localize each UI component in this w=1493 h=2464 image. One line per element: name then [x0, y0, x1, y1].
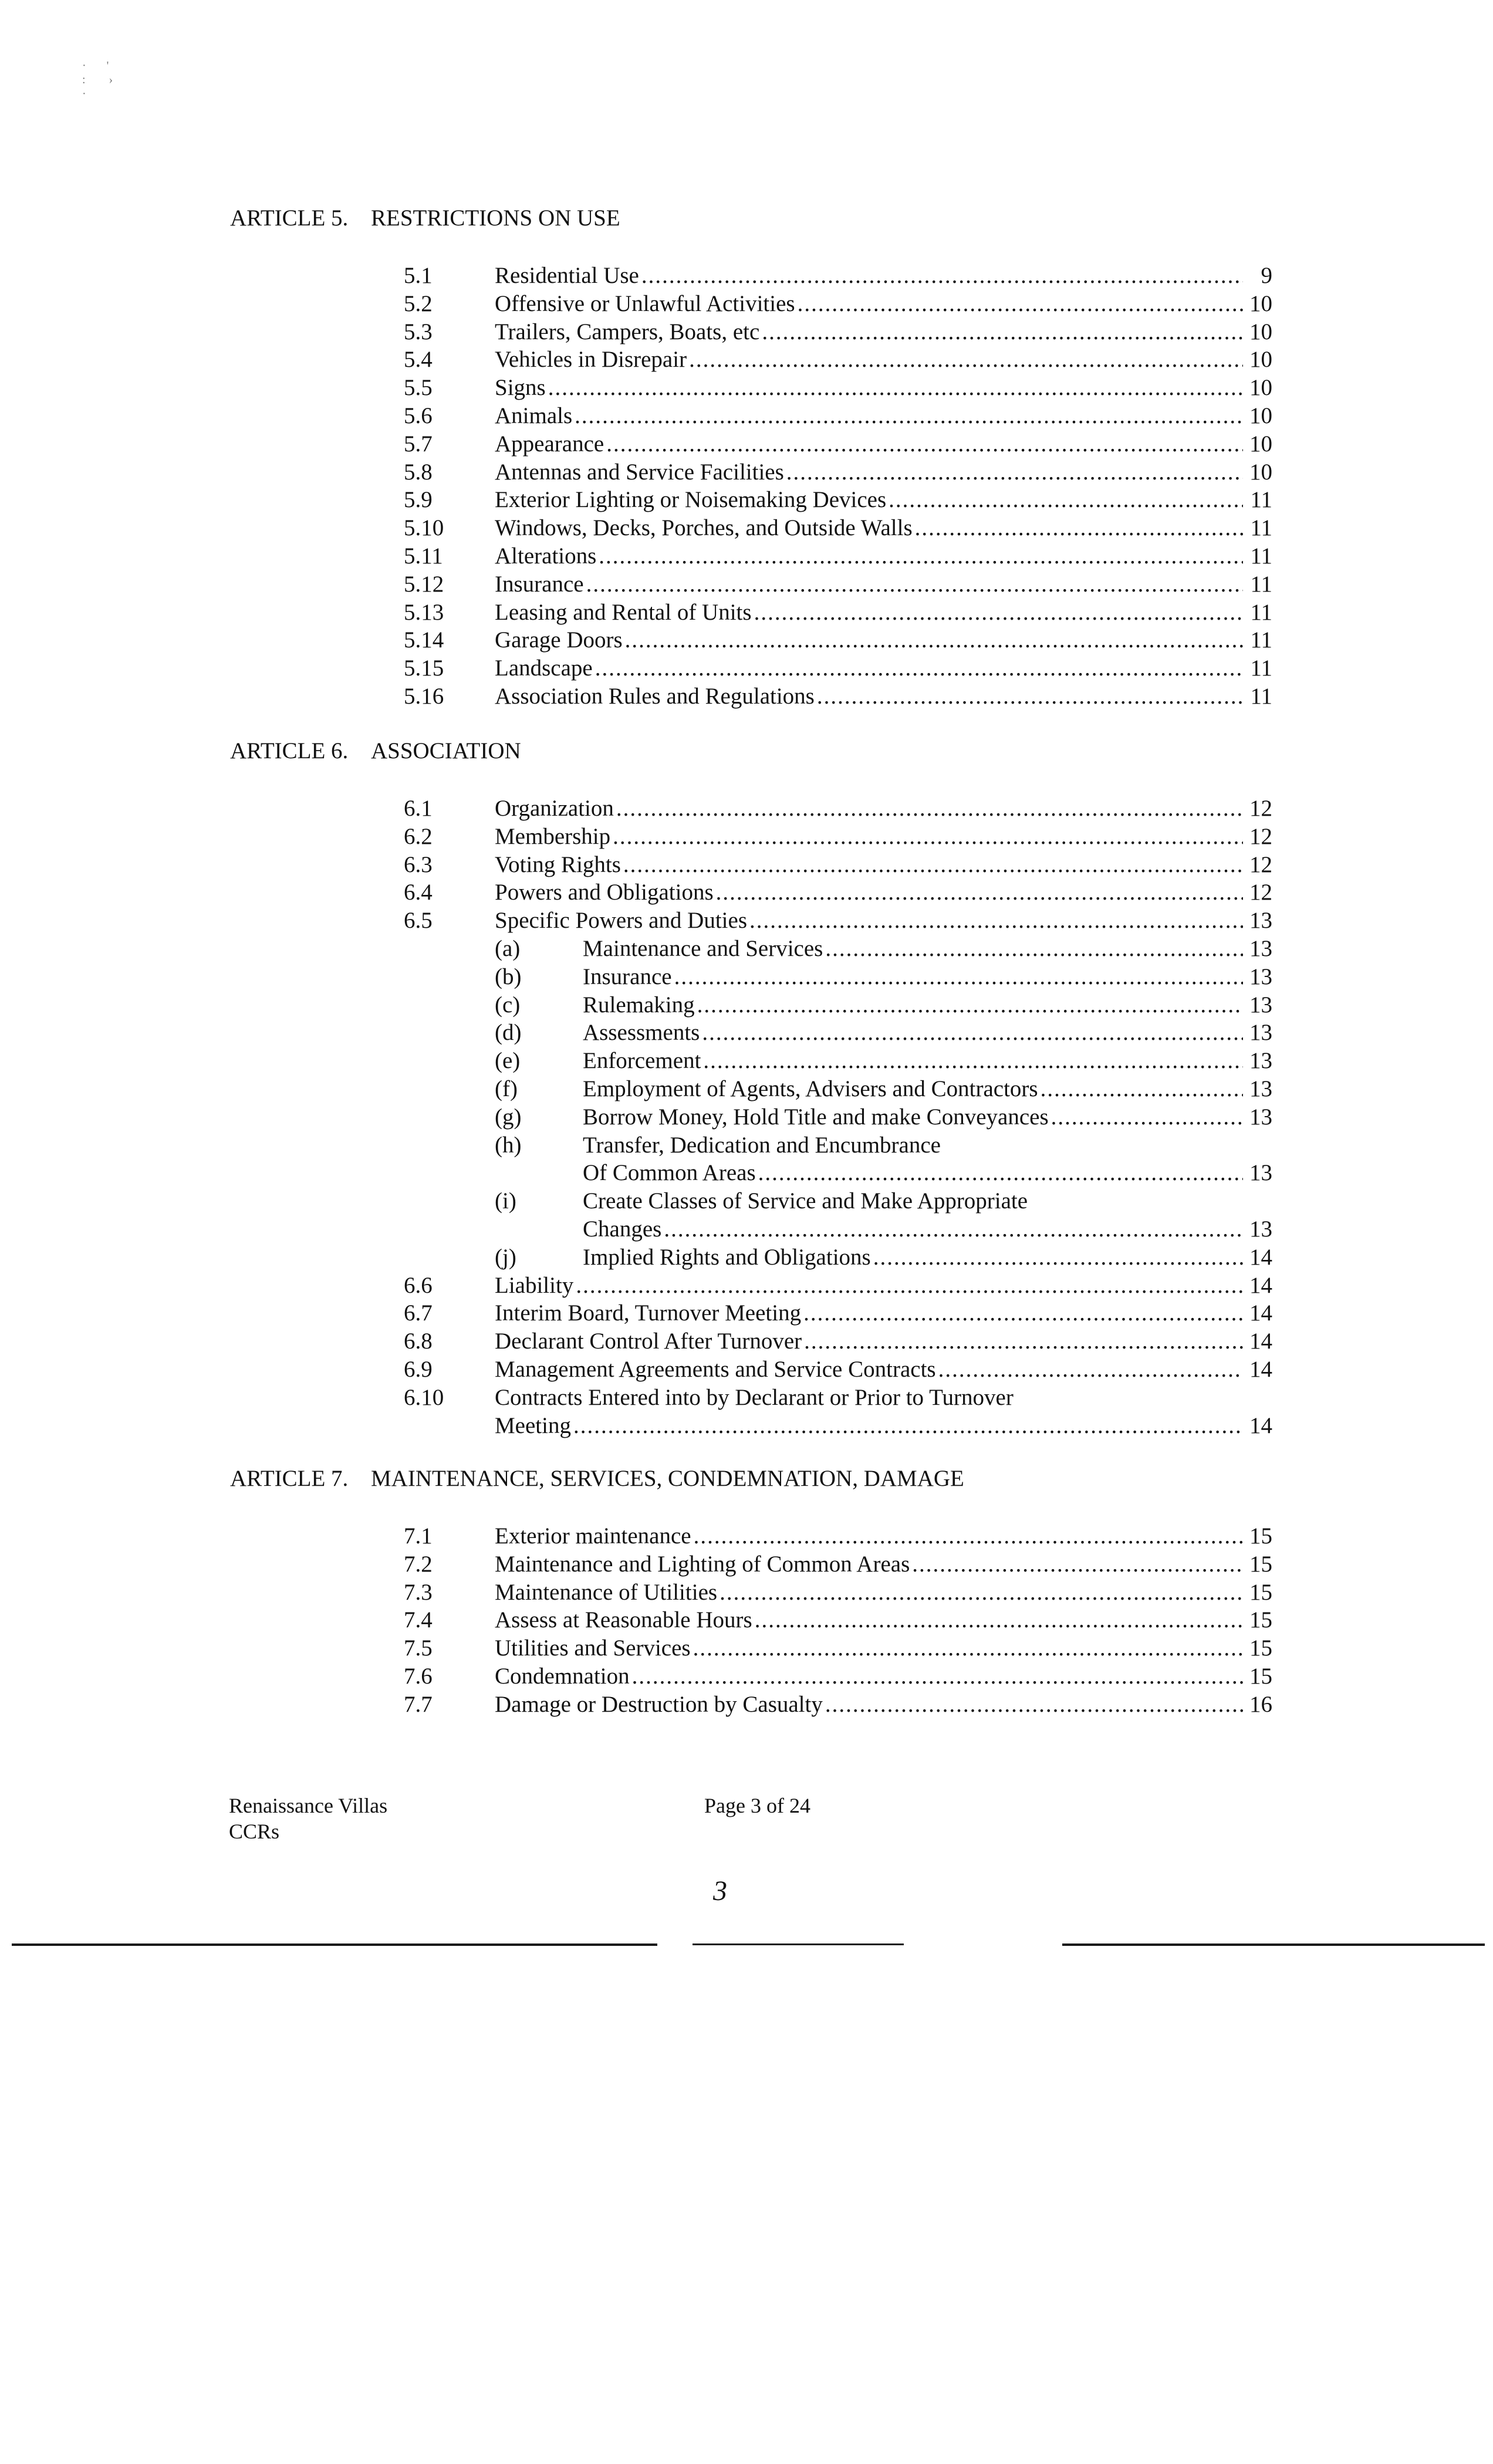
section-number: 5.7	[404, 431, 433, 457]
dot-leader	[758, 1159, 1243, 1187]
dot-leader	[573, 1412, 1243, 1440]
section-title: Offensive or Unlawful Activities	[495, 290, 795, 316]
section-title: Signs	[495, 375, 546, 401]
section-number: 5.16	[404, 684, 444, 709]
subsection-letter: (c)	[495, 992, 521, 1018]
section-title: Antennas and Service Facilities	[495, 459, 784, 485]
section-number: 7.3	[404, 1579, 433, 1605]
page-number: 10	[1249, 459, 1272, 485]
section-title: Interim Board, Turnover Meeting	[495, 1300, 802, 1326]
subsection-letter: (b)	[495, 964, 522, 989]
page-number: 10	[1249, 375, 1272, 401]
dot-leader	[606, 430, 1243, 458]
section-number: 7.1	[404, 1523, 433, 1549]
section-number: 5.12	[404, 571, 444, 597]
section-number: 5.9	[404, 487, 433, 513]
article-number: ARTICLE 5.	[230, 205, 349, 231]
section-number: 7.7	[404, 1691, 433, 1717]
section-title: Maintenance and Lighting of Common Areas	[495, 1551, 910, 1577]
article-heading	[230, 737, 521, 765]
section-number: 6.6	[404, 1272, 433, 1298]
page-number: 14	[1249, 1244, 1272, 1270]
page-number: 13	[1249, 1048, 1272, 1074]
section-title: Damage or Destruction by Casualty	[495, 1691, 823, 1717]
page-number: 11	[1250, 655, 1272, 681]
section-title: Condemnation	[495, 1664, 630, 1689]
section-title: Animals	[495, 403, 573, 428]
toc-entry	[404, 851, 1272, 879]
section-title: Vehicles in Disrepair	[495, 347, 687, 373]
dot-leader	[1041, 1075, 1243, 1103]
toc-entry	[404, 599, 1272, 627]
subsection-letter: (a)	[495, 936, 521, 961]
section-number: 5.11	[404, 543, 443, 569]
section-number: 7.4	[404, 1607, 433, 1633]
page-number: 13	[1249, 908, 1272, 934]
toc-entry	[404, 318, 1272, 346]
page-number: 13	[1249, 1104, 1272, 1130]
dot-leader	[803, 1299, 1243, 1327]
footer-doc-line1: Renaissance Villas	[229, 1794, 388, 1817]
toc-entry-continuation	[404, 1215, 1272, 1243]
toc-entry	[404, 374, 1272, 402]
dot-leader	[586, 570, 1243, 599]
toc-entry	[404, 402, 1272, 430]
toc-entry	[404, 1243, 1272, 1272]
dot-leader	[1051, 1103, 1243, 1131]
section-number: 5.2	[404, 290, 433, 316]
toc-entry	[404, 1691, 1272, 1719]
subsection-letter: (e)	[495, 1048, 521, 1074]
page-number: 14	[1249, 1357, 1272, 1382]
page-number: 14	[1249, 1300, 1272, 1326]
toc-entry	[404, 935, 1272, 963]
page-number: 13	[1249, 992, 1272, 1018]
subsection-letter: (i)	[495, 1188, 516, 1214]
toc-entry	[404, 878, 1272, 907]
toc-entry	[404, 823, 1272, 851]
dot-leader	[754, 599, 1243, 627]
dot-leader	[755, 1606, 1243, 1634]
section-number: 5.6	[404, 403, 433, 428]
dot-leader	[720, 1579, 1243, 1607]
section-title: Maintenance of Utilities	[495, 1579, 718, 1605]
dot-leader	[703, 1047, 1243, 1075]
toc-entry	[404, 1327, 1272, 1356]
page-number: 12	[1249, 796, 1272, 821]
dot-leader	[786, 458, 1243, 486]
subsection-letter: (f)	[495, 1076, 518, 1101]
section-number: 5.8	[404, 459, 433, 485]
section-title: Membership	[495, 823, 611, 849]
section-title: Leasing and Rental of Units	[495, 599, 752, 625]
toc-entry	[404, 626, 1272, 654]
toc-entry	[404, 430, 1272, 458]
dot-leader	[641, 262, 1243, 290]
page-number: 12	[1249, 880, 1272, 905]
handwritten-page-mark: 3	[713, 1875, 727, 1907]
subsection-letter	[495, 1159, 583, 1187]
toc-entry	[404, 1662, 1272, 1691]
section-number: 5.10	[404, 515, 444, 541]
page-number: 13	[1249, 964, 1272, 989]
dot-leader	[749, 907, 1243, 935]
page-number: 13	[1249, 1216, 1272, 1242]
section-title: Insurance	[583, 964, 672, 989]
dot-leader	[915, 514, 1243, 542]
section-title: Borrow Money, Hold Title and make Conveyances	[583, 1104, 1049, 1130]
dot-leader	[825, 935, 1243, 963]
toc-entry	[404, 1356, 1272, 1384]
dot-leader	[697, 991, 1243, 1019]
toc-entry	[404, 1131, 1272, 1160]
toc-entry	[404, 1606, 1272, 1634]
toc-entry	[404, 514, 1272, 542]
dot-leader	[625, 626, 1243, 654]
page-number: 14	[1249, 1272, 1272, 1298]
toc-entry	[404, 907, 1272, 935]
section-title: Utilities and Services	[495, 1635, 691, 1661]
article-title: RESTRICTIONS ON USE	[371, 205, 620, 231]
section-title: Changes	[583, 1216, 662, 1242]
section-title: Residential Use	[495, 263, 639, 288]
page-number: 14	[1249, 1329, 1272, 1354]
toc-entry	[404, 290, 1272, 318]
dot-leader	[632, 1662, 1243, 1691]
section-title: Meeting	[495, 1412, 571, 1438]
section-number: 6.4	[404, 880, 433, 905]
section-number: 5.3	[404, 319, 433, 344]
section-number: 5.14	[404, 627, 444, 653]
toc-entry	[404, 1384, 1272, 1412]
page-number: 16	[1249, 1691, 1272, 1717]
section-title: Declarant Control After Turnover	[495, 1329, 802, 1354]
subsection-letter: (j)	[495, 1244, 516, 1270]
page-number: 10	[1249, 403, 1272, 428]
dot-leader	[613, 823, 1243, 851]
toc-entry	[404, 570, 1272, 599]
page-number: 13	[1249, 1020, 1272, 1046]
toc-entry	[404, 346, 1272, 374]
section-title: Liability	[495, 1272, 574, 1298]
section-title: Rulemaking	[583, 992, 695, 1018]
article-heading	[230, 204, 620, 232]
dot-leader	[575, 402, 1243, 430]
toc-entry	[404, 458, 1272, 486]
section-title: Create Classes of Service and Make Appropriate	[583, 1188, 1028, 1214]
section-title: Of Common Areas	[583, 1160, 756, 1186]
page-number: 11	[1250, 599, 1272, 625]
section-number: 5.1	[404, 263, 433, 288]
page-number: 12	[1249, 851, 1272, 877]
dot-leader	[804, 1327, 1243, 1356]
toc-entry	[404, 963, 1272, 991]
section-number: 6.2	[404, 823, 433, 849]
page-number: 15	[1249, 1607, 1272, 1633]
section-title: Exterior Lighting or Noisemaking Devices	[495, 487, 887, 513]
dot-leader	[825, 1691, 1243, 1719]
section-title: Assess at Reasonable Hours	[495, 1607, 752, 1633]
footer-page-number: Page 3 of 24	[704, 1794, 810, 1817]
dot-leader	[702, 1019, 1243, 1047]
section-number: 7.6	[404, 1664, 433, 1689]
section-title: Specific Powers and Duties	[495, 908, 747, 934]
toc-entry	[404, 542, 1272, 570]
page-number: 15	[1249, 1579, 1272, 1605]
page-number: 10	[1249, 319, 1272, 344]
toc-entry	[404, 991, 1272, 1019]
page-number: 10	[1249, 347, 1272, 373]
toc-entry	[404, 1272, 1272, 1300]
section-number: 6.3	[404, 851, 433, 877]
section-number: 6.9	[404, 1357, 433, 1382]
dot-leader	[889, 486, 1243, 514]
toc-entry	[404, 1019, 1272, 1047]
section-title: Landscape	[495, 655, 593, 681]
section-title: Maintenance and Services	[583, 936, 823, 961]
toc-entry	[404, 795, 1272, 823]
toc-entry	[404, 1103, 1272, 1131]
section-title: Transfer, Dedication and Encumbrance	[583, 1132, 941, 1158]
section-title: Exterior maintenance	[495, 1523, 691, 1549]
section-number: 5.5	[404, 375, 433, 401]
dot-leader	[599, 542, 1243, 570]
dot-leader	[693, 1634, 1243, 1662]
section-title: Insurance	[495, 571, 584, 597]
dot-leader	[938, 1356, 1243, 1384]
scan-edge-line-middle	[693, 1944, 904, 1945]
subsection-letter: (g)	[495, 1104, 522, 1130]
toc-entry	[404, 1634, 1272, 1662]
page-number: 12	[1249, 823, 1272, 849]
section-number: 7.2	[404, 1551, 433, 1577]
section-number: 6.1	[404, 796, 433, 821]
dot-leader	[912, 1550, 1243, 1579]
section-title: Trailers, Campers, Boats, etc	[495, 319, 760, 344]
dot-leader	[873, 1243, 1243, 1272]
subsection-letter: (h)	[495, 1132, 522, 1158]
section-title: Management Agreements and Service Contracts	[495, 1357, 936, 1382]
page-number: 13	[1249, 1076, 1272, 1101]
dot-leader	[716, 878, 1243, 907]
dot-leader	[548, 374, 1243, 402]
article-title: ASSOCIATION	[371, 738, 521, 763]
article-number: ARTICLE 6.	[230, 738, 349, 763]
article-title: MAINTENANCE, SERVICES, CONDEMNATION, DAMAGE	[371, 1466, 964, 1491]
toc-entry	[404, 262, 1272, 290]
toc-entry-continuation	[404, 1412, 1272, 1440]
section-title: Assessments	[583, 1020, 700, 1046]
page-number: 15	[1249, 1635, 1272, 1661]
section-title: Contracts Entered into by Declarant or Prior to Turnover	[495, 1384, 1014, 1410]
page-number: 11	[1250, 571, 1272, 597]
toc-entry	[404, 486, 1272, 514]
dot-leader	[576, 1272, 1243, 1300]
section-number: 6.7	[404, 1300, 433, 1326]
toc-entry	[404, 654, 1272, 682]
dot-leader	[798, 290, 1243, 318]
page-number: 15	[1249, 1523, 1272, 1549]
section-title: Employment of Agents, Advisers and Contractors	[583, 1076, 1038, 1101]
toc-entry	[404, 1075, 1272, 1103]
section-number: 6.5	[404, 908, 433, 934]
section-number: 5.13	[404, 599, 444, 625]
toc-entry	[404, 1299, 1272, 1327]
article-heading	[230, 1465, 964, 1493]
section-number: 5.15	[404, 655, 444, 681]
page-number: 10	[1249, 431, 1272, 457]
section-title: Windows, Decks, Porches, and Outside Walls	[495, 515, 913, 541]
footer-document-name	[229, 1793, 387, 1844]
page-number: 10	[1249, 290, 1272, 316]
toc-entry	[404, 682, 1272, 711]
page-number: 15	[1249, 1551, 1272, 1577]
page-number: 14	[1249, 1412, 1272, 1438]
section-title: Association Rules and Regulations	[495, 684, 815, 709]
page-number: 13	[1249, 1160, 1272, 1186]
page-number: 11	[1250, 627, 1272, 653]
section-title: Appearance	[495, 431, 604, 457]
scan-specks: · ' : › ·	[82, 59, 113, 100]
footer-doc-line2: CCRs	[229, 1820, 280, 1843]
dot-leader	[694, 1522, 1243, 1550]
dot-leader	[623, 851, 1243, 879]
toc-entry-continuation	[404, 1159, 1272, 1187]
scan-edge-line-left	[12, 1944, 657, 1946]
section-number: 7.5	[404, 1635, 433, 1661]
toc-entry	[404, 1550, 1272, 1579]
article-number: ARTICLE 7.	[230, 1466, 349, 1491]
section-number: 6.8	[404, 1329, 433, 1354]
subsection-letter: (d)	[495, 1020, 522, 1046]
section-title: Voting Rights	[495, 851, 621, 877]
toc-entry	[404, 1579, 1272, 1607]
page-number: 11	[1250, 515, 1272, 541]
dot-leader	[674, 963, 1243, 991]
section-title: Garage Doors	[495, 627, 623, 653]
dot-leader	[595, 654, 1243, 682]
scan-edge-line-right	[1062, 1944, 1485, 1946]
section-number: 6.10	[404, 1384, 444, 1410]
page-number: 11	[1250, 543, 1272, 569]
dot-leader	[762, 318, 1243, 346]
dot-leader	[664, 1215, 1243, 1243]
section-title: Organization	[495, 796, 614, 821]
page-number: 11	[1250, 684, 1272, 709]
section-title: Powers and Obligations	[495, 880, 714, 905]
dot-leader	[817, 682, 1243, 711]
section-number: 5.4	[404, 347, 433, 373]
section-title: Implied Rights and Obligations	[583, 1244, 871, 1270]
page-number: 9	[1261, 263, 1272, 288]
page-number: 11	[1250, 487, 1272, 513]
section-title: Alterations	[495, 543, 597, 569]
toc-entry	[404, 1047, 1272, 1075]
dot-leader	[689, 346, 1243, 374]
dot-leader	[616, 795, 1243, 823]
page-number: 15	[1249, 1664, 1272, 1689]
subsection-letter	[495, 1215, 583, 1243]
page-number: 13	[1249, 936, 1272, 961]
section-title: Enforcement	[583, 1048, 701, 1074]
toc-entry	[404, 1522, 1272, 1550]
toc-entry	[404, 1187, 1272, 1215]
